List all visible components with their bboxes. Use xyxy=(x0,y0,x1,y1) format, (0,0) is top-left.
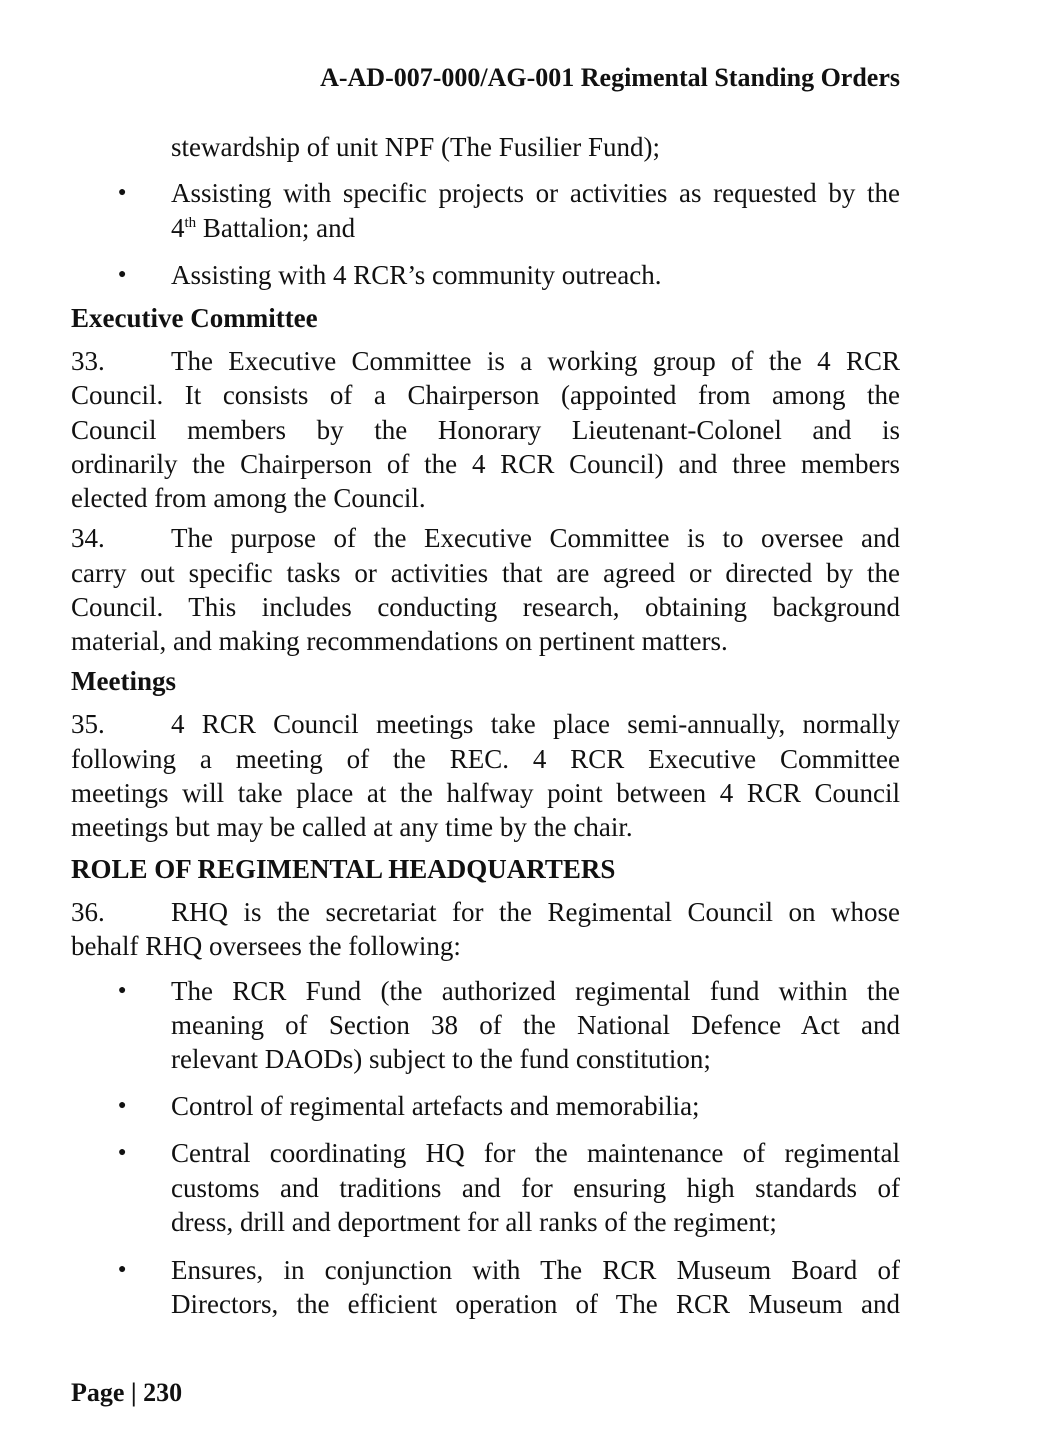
paragraph-number: 35. xyxy=(71,709,105,739)
text-line: carry out specific tasks or activities that are agreed or directed by the xyxy=(71,558,900,588)
text-line: dress, drill and deportment for all ranks of the regiment; xyxy=(171,1207,777,1237)
text-line: Council. It consists of a Chairperson (appointed from among the xyxy=(71,380,900,410)
text-line: Directors, the efficient operation of The RCR Museum and xyxy=(171,1289,900,1319)
page-footer xyxy=(71,1376,182,1410)
paragraph-number: 33. xyxy=(71,346,105,376)
text-line: Council. This includes conducting research, obtaining background xyxy=(71,592,900,622)
text-line: following a meeting of the REC. 4 RCR Executive Committee xyxy=(71,744,900,774)
section-heading: ROLE OF REGIMENTAL HEADQUARTERS xyxy=(71,854,616,884)
section-heading: Executive Committee xyxy=(71,303,318,333)
text-line: Central coordinating HQ for the maintenance of regimental xyxy=(171,1138,900,1168)
page-label: Page xyxy=(71,1378,125,1407)
bullet-icon: ● xyxy=(118,1145,127,1160)
text-line: The purpose of the Executive Committee is to oversee and xyxy=(171,523,900,553)
bullet-icon: ● xyxy=(118,1262,127,1277)
text-line: ordinarily the Chairperson of the 4 RCR Council) and three members xyxy=(71,449,900,479)
superscript: th xyxy=(184,215,197,231)
text-line: Assisting with specific projects or activities as requested by the xyxy=(171,178,900,208)
paragraph-number: 34. xyxy=(71,523,105,553)
text-line: The RCR Fund (the authorized regimental fund within the xyxy=(171,976,900,1006)
text-line: 4 RCR Council meetings take place semi-annually, normally xyxy=(171,709,900,739)
section-heading: Meetings xyxy=(71,666,176,696)
text-line: meaning of Section 38 of the National Defence Act and xyxy=(171,1010,900,1040)
text-line: elected from among the Council. xyxy=(71,483,426,513)
text-line: Council members by the Honorary Lieutenant-Colonel and is xyxy=(71,415,900,445)
bullet-icon: ● xyxy=(118,1098,127,1113)
text-line: 4th Battalion; and xyxy=(171,213,356,243)
text-line: meetings but may be called at any time by the chair. xyxy=(71,812,633,842)
text-line: Assisting with 4 RCR’s community outreach. xyxy=(171,260,662,290)
bullet-icon: ● xyxy=(118,983,127,998)
text-line: behalf RHQ oversees the following: xyxy=(71,931,461,961)
text-line: RHQ is the secretariat for the Regimental Council on whose xyxy=(171,897,900,927)
text-line: The Executive Committee is a working group of the 4 RCR xyxy=(171,346,900,376)
bullet-icon: ● xyxy=(118,267,127,282)
text-line: material, and making recommendations on pertinent matters. xyxy=(71,626,728,656)
text-line: customs and traditions and for ensuring high standards of xyxy=(171,1173,900,1203)
page-number: 230 xyxy=(143,1378,183,1407)
running-header: A-AD-007-000/AG-001 Regimental Standing Orders xyxy=(320,63,900,92)
paragraph-number: 36. xyxy=(71,897,105,927)
footer-separator: | xyxy=(130,1378,137,1407)
text-line: Ensures, in conjunction with The RCR Museum Board of xyxy=(171,1255,900,1285)
text-line: Control of regimental artefacts and memorabilia; xyxy=(171,1091,700,1121)
text-line: stewardship of unit NPF (The Fusilier Fund); xyxy=(171,132,660,162)
text-line: relevant DAODs) subject to the fund constitution; xyxy=(171,1044,711,1074)
text-line: meetings will take place at the halfway point between 4 RCR Council xyxy=(71,778,900,808)
bullet-icon: ● xyxy=(118,185,127,200)
